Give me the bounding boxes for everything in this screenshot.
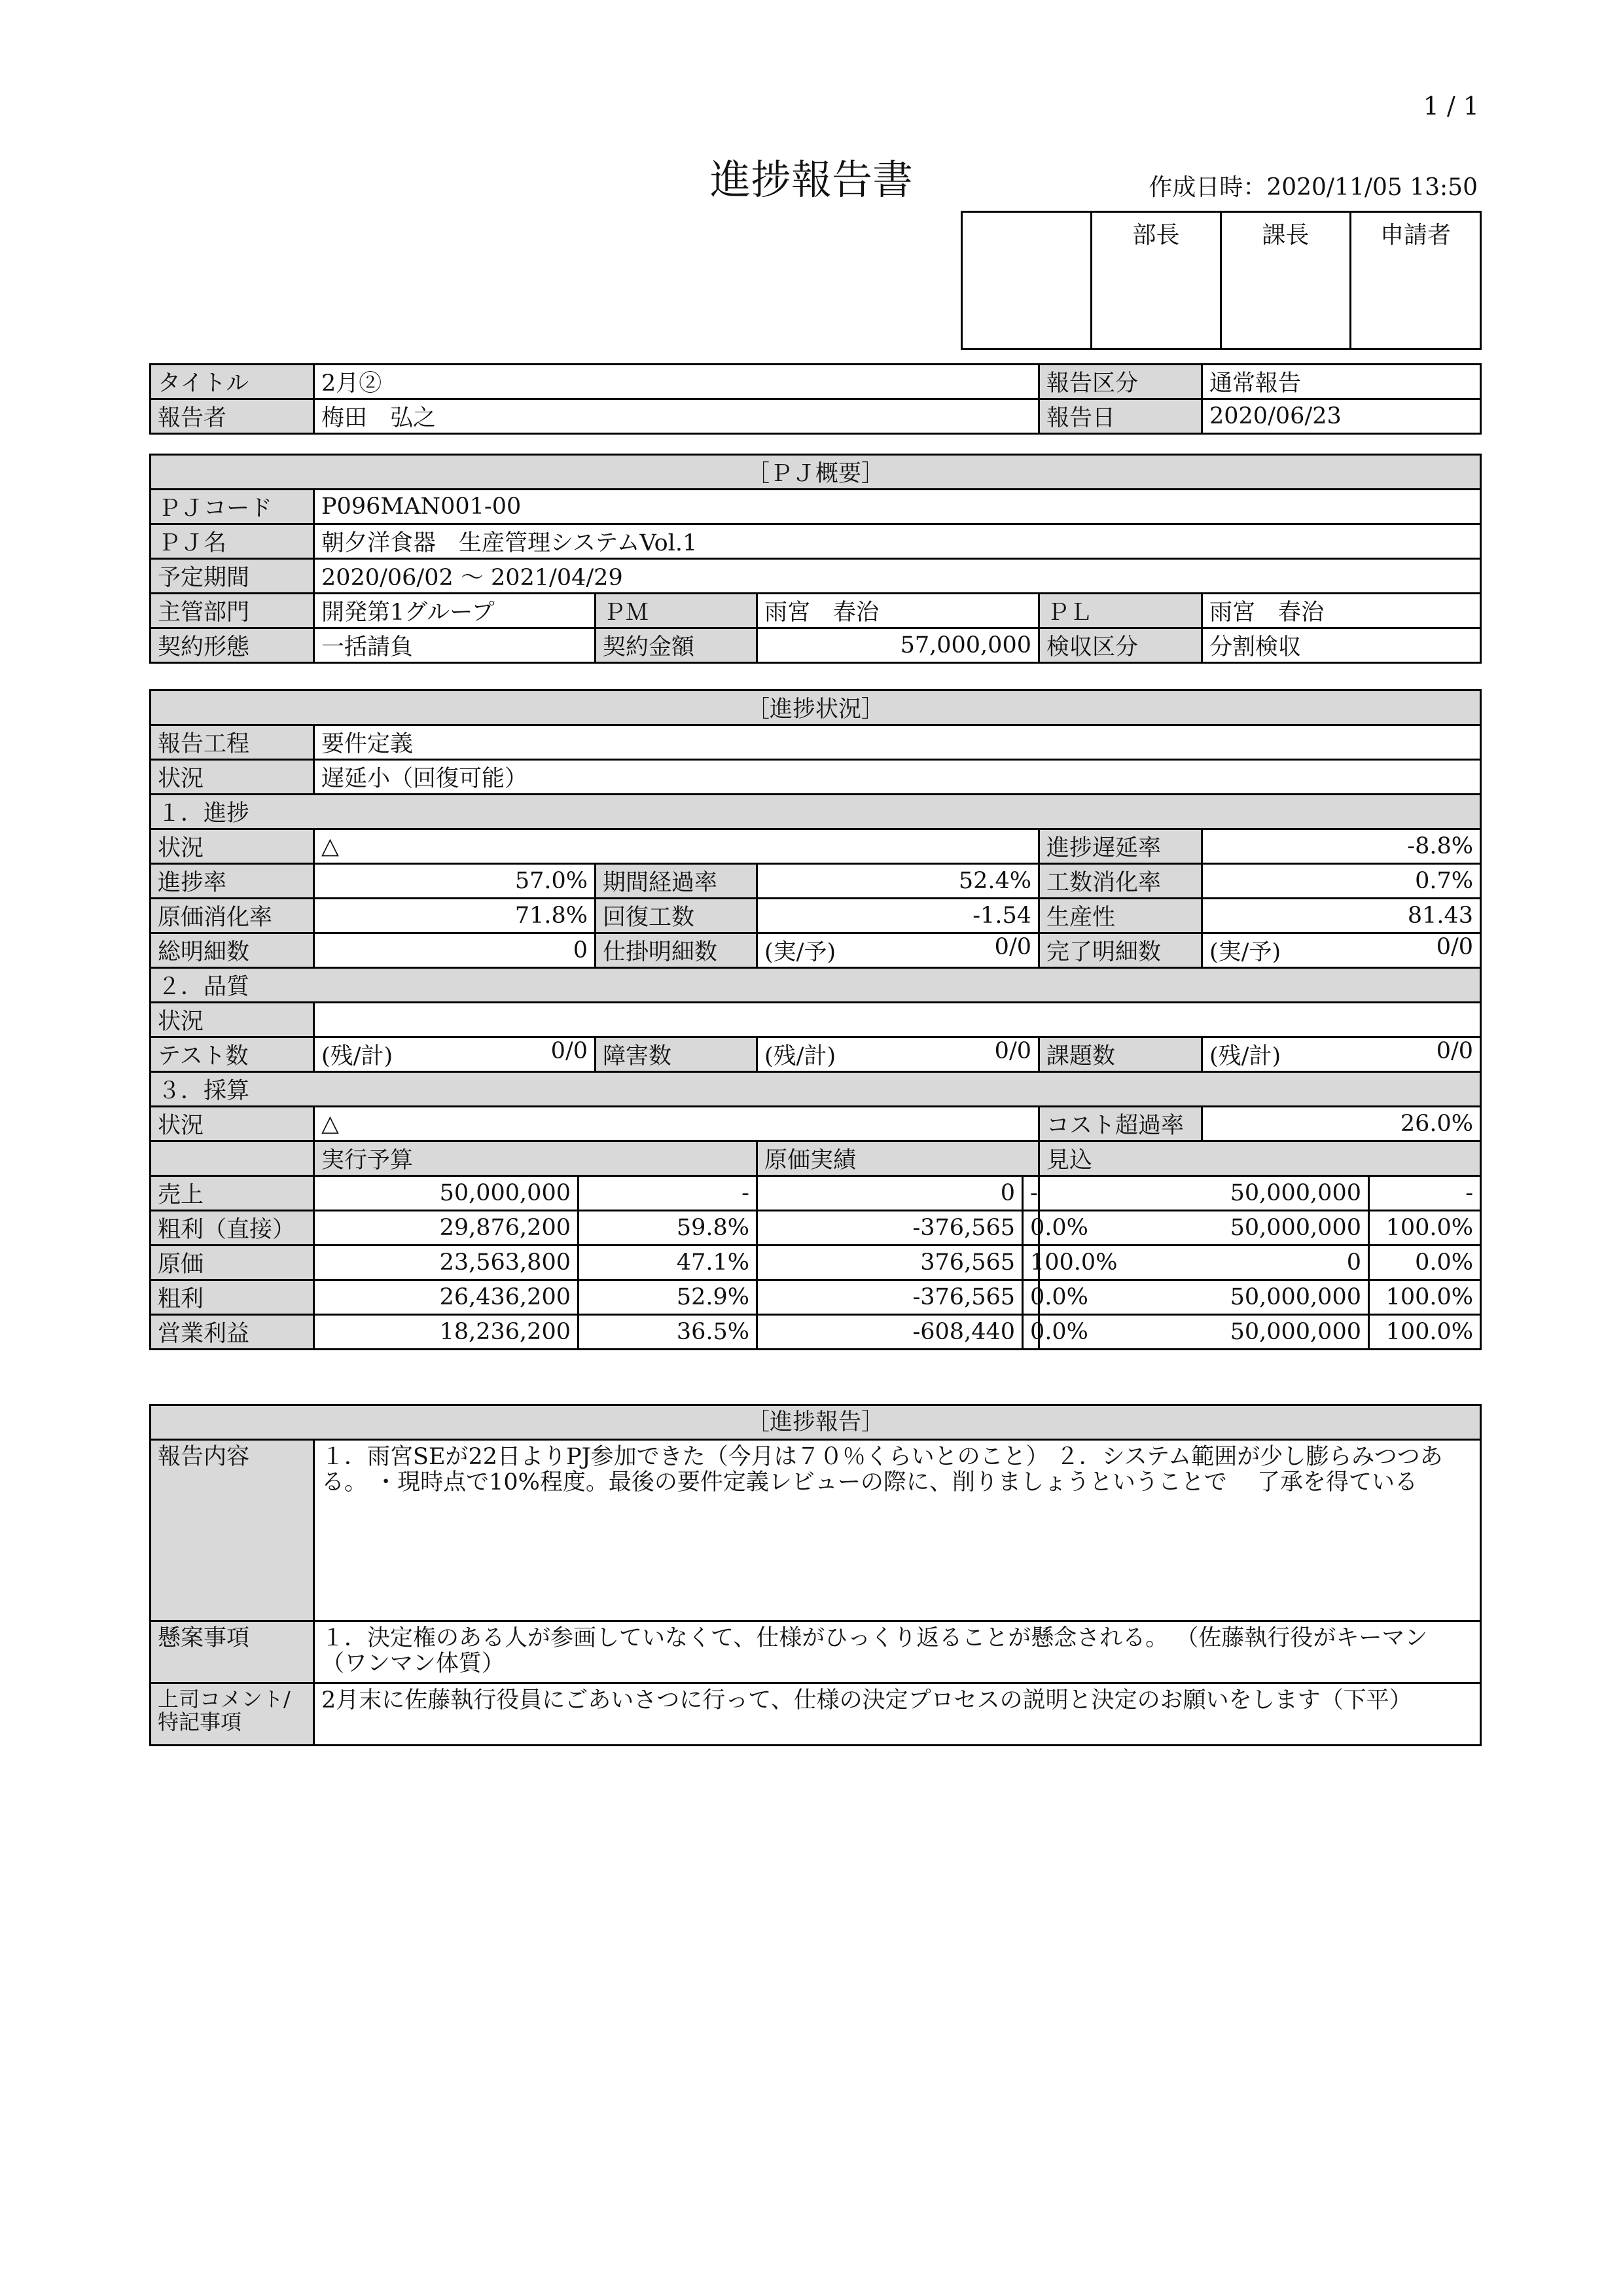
approval-manager: 部長: [1092, 212, 1221, 350]
elapsed-rate-value: 52.4%: [757, 864, 1039, 899]
pj-overview-table: [149, 454, 1482, 664]
budget-row-label: 粗利: [151, 1280, 314, 1315]
budget-actual-rate: 100.0%: [1023, 1246, 1039, 1280]
budget-forecast-amount: 50,000,000: [1039, 1315, 1369, 1350]
defects-cell: [757, 1037, 1039, 1072]
productivity-value: 81.43: [1202, 899, 1481, 933]
label-pm: ＰＭ: [596, 594, 757, 628]
label-supervisor-comment: 上司コメント/ 特記事項: [151, 1683, 314, 1746]
report-type-value: 通常報告: [1202, 365, 1481, 399]
budget-row: [151, 1246, 1481, 1280]
budget-plan-rate: 59.8%: [579, 1211, 757, 1246]
label-wip-items: 仕掛明細数: [596, 933, 757, 968]
budget-forecast-rate: 100.0%: [1369, 1211, 1481, 1246]
label-concerns: 懸案事項: [151, 1621, 314, 1683]
report-content-value: １．雨宮SEが22日よりPJ参加できた（今月は７０％くらいとのこと） ２．システム範囲が少し膨らみつつある。 ・現時点で10%程度。最後の要件定義レビューの際に、削りましょうということで 了承を得ている: [314, 1440, 1481, 1621]
wip-value: 0/0: [994, 934, 1031, 960]
defects-unit: (残/計): [764, 1043, 836, 1069]
pm-value: 雨宮 春治: [757, 594, 1039, 628]
label-defects: 障害数: [596, 1037, 757, 1072]
status-value: 遅延小（回復可能）: [314, 760, 1481, 795]
budget-forecast-amount: 50,000,000: [1039, 1211, 1369, 1246]
effort-rate-value: 0.7%: [1202, 864, 1481, 899]
budget-forecast-amount: 0: [1039, 1246, 1369, 1280]
budget-plan-rate: 36.5%: [579, 1315, 757, 1350]
budget-row: [151, 1211, 1481, 1246]
budget-actual-rate: 0.0%: [1023, 1315, 1039, 1350]
label-reporter: 報告者: [151, 399, 314, 434]
label-period: 予定期間: [151, 559, 314, 594]
label-profit-status: 状況: [151, 1107, 314, 1141]
pj-code-value: P096MAN001-00: [314, 490, 1481, 524]
subsection-profitability: ３．採算: [151, 1072, 1481, 1107]
reporter-value: 梅田 弘之: [314, 399, 1039, 434]
quality-status-value: [314, 1003, 1481, 1037]
pl-value: 雨宮 春治: [1202, 594, 1481, 628]
concerns-value: １．決定権のある人が参画していなくて、仕様がひっくり返ることが懸念される。 （佐藤執行役がキーマン（ワンマン体質）: [314, 1621, 1481, 1683]
recovery-value: -1.54: [757, 899, 1039, 933]
progress-report-table: [149, 1404, 1482, 1746]
report-section-header: ［進捗報告］: [151, 1405, 1481, 1440]
label-status: 状況: [151, 760, 314, 795]
budget-forecast-rate: -: [1369, 1176, 1481, 1211]
pj-name-value: 朝夕洋食器 生産管理システムVol.1: [314, 524, 1481, 559]
created-timestamp: 作成日時：2020/11/05 13:50: [1149, 174, 1478, 201]
budget-plan-rate: 52.9%: [579, 1280, 757, 1315]
budget-row-label: 原価: [151, 1246, 314, 1280]
label-phase: 報告工程: [151, 725, 314, 760]
budget-actual-amount: -376,565: [757, 1211, 1023, 1246]
budget-plan-amount: 23,563,800: [314, 1246, 579, 1280]
budget-actual-amount: 376,565: [757, 1246, 1023, 1280]
dept-value: 開発第1グループ: [314, 594, 596, 628]
approval-blank: [962, 212, 1092, 350]
cost-overrun-value: 26.0%: [1202, 1107, 1481, 1141]
contract-value: 一括請負: [314, 628, 596, 663]
label-contract: 契約形態: [151, 628, 314, 663]
budget-forecast-rate: 0.0%: [1369, 1246, 1481, 1280]
budget-actual-amount: -376,565: [757, 1280, 1023, 1315]
amount-value: 57,000,000: [757, 628, 1039, 663]
label-cost-rate: 原価消化率: [151, 899, 314, 933]
approval-applicant: 申請者: [1351, 212, 1481, 350]
budget-forecast-rate: 100.0%: [1369, 1280, 1481, 1315]
subsection-quality: ２．品質: [151, 968, 1481, 1003]
supervisor-comment-value: 2月末に佐藤執行役員にごあいさつに行って、仕様の決定プロセスの説明と決定のお願いをします（下平）: [314, 1683, 1481, 1746]
document-title: 進捗報告書: [709, 156, 913, 204]
progress-status-value: △: [314, 829, 1039, 864]
label-progress-rate: 進捗率: [151, 864, 314, 899]
progress-rate-value: 57.0%: [314, 864, 596, 899]
phase-value: 要件定義: [314, 725, 1481, 760]
acceptance-value: 分割検収: [1202, 628, 1481, 663]
budget-header-actual: 原価実績: [757, 1141, 1039, 1176]
header-info-table: [149, 363, 1482, 435]
approval-stamp-table: [961, 211, 1482, 350]
cost-rate-value: 71.8%: [314, 899, 596, 933]
label-done-items: 完了明細数: [1039, 933, 1202, 968]
label-tests: テスト数: [151, 1037, 314, 1072]
label-amount: 契約金額: [596, 628, 757, 663]
budget-header-forecast: 見込: [1039, 1141, 1481, 1176]
done-unit: (実/予): [1209, 939, 1281, 965]
label-issues: 課題数: [1039, 1037, 1202, 1072]
label-progress-status: 状況: [151, 829, 314, 864]
label-report-type: 報告区分: [1039, 365, 1202, 399]
delay-rate-value: -8.8%: [1202, 829, 1481, 864]
budget-row-label: 営業利益: [151, 1315, 314, 1350]
done-items-cell: [1202, 933, 1481, 968]
label-total-items: 総明細数: [151, 933, 314, 968]
subsection-progress: １．進捗: [151, 795, 1481, 829]
budget-row-label: 売上: [151, 1176, 314, 1211]
issues-cell: [1202, 1037, 1481, 1072]
budget-plan-amount: 29,876,200: [314, 1211, 579, 1246]
progress-section-header: ［進捗状況］: [151, 691, 1481, 725]
tests-unit: (残/計): [321, 1043, 393, 1069]
label-pj-code: ＰＪコード: [151, 490, 314, 524]
budget-actual-rate: 0.0%: [1023, 1280, 1039, 1315]
title-value: 2月②: [314, 365, 1039, 399]
label-pj-name: ＰＪ名: [151, 524, 314, 559]
wip-items-cell: [757, 933, 1039, 968]
budget-row: [151, 1280, 1481, 1315]
label-quality-status: 状況: [151, 1003, 314, 1037]
issues-unit: (残/計): [1209, 1043, 1281, 1069]
budget-plan-amount: 18,236,200: [314, 1315, 579, 1350]
budget-forecast-amount: 50,000,000: [1039, 1176, 1369, 1211]
budget-header-blank: [151, 1141, 314, 1176]
budget-plan-rate: 47.1%: [579, 1246, 757, 1280]
budget-actual-rate: 0.0%: [1023, 1211, 1039, 1246]
budget-plan-rate: -: [579, 1176, 757, 1211]
issues-value: 0/0: [1436, 1038, 1474, 1064]
total-items-value: 0: [314, 933, 596, 968]
budget-actual-amount: -608,440: [757, 1315, 1023, 1350]
profit-status-value: △: [314, 1107, 1039, 1141]
approval-section-chief: 課長: [1221, 212, 1351, 350]
budget-row: [151, 1176, 1481, 1211]
label-report-content: 報告内容: [151, 1440, 314, 1621]
done-value: 0/0: [1436, 934, 1474, 960]
label-dept: 主管部門: [151, 594, 314, 628]
defects-value: 0/0: [994, 1038, 1031, 1064]
label-pl: ＰＬ: [1039, 594, 1202, 628]
budget-row: [151, 1315, 1481, 1350]
label-effort-rate: 工数消化率: [1039, 864, 1202, 899]
label-report-date: 報告日: [1039, 399, 1202, 434]
budget-plan-amount: 26,436,200: [314, 1280, 579, 1315]
label-delay-rate: 進捗遅延率: [1039, 829, 1202, 864]
budget-header-plan: 実行予算: [314, 1141, 757, 1176]
wip-unit: (実/予): [764, 939, 836, 965]
budget-actual-rate: -: [1023, 1176, 1039, 1211]
report-date-value: 2020/06/23: [1202, 399, 1481, 434]
label-cost-overrun: コスト超過率: [1039, 1107, 1202, 1141]
label-title: タイトル: [151, 365, 314, 399]
budget-actual-amount: 0: [757, 1176, 1023, 1211]
label-acceptance: 検収区分: [1039, 628, 1202, 663]
page-number: 1 / 1: [1423, 92, 1479, 120]
progress-status-table: [149, 689, 1482, 1350]
tests-value: 0/0: [550, 1038, 588, 1064]
label-elapsed-rate: 期間経過率: [596, 864, 757, 899]
budget-forecast-amount: 50,000,000: [1039, 1280, 1369, 1315]
label-recovery: 回復工数: [596, 899, 757, 933]
pj-section-header: ［ＰＪ概要］: [151, 455, 1481, 490]
budget-forecast-rate: 100.0%: [1369, 1315, 1481, 1350]
tests-cell: [314, 1037, 596, 1072]
label-productivity: 生産性: [1039, 899, 1202, 933]
budget-row-label: 粗利（直接）: [151, 1211, 314, 1246]
budget-plan-amount: 50,000,000: [314, 1176, 579, 1211]
period-value: 2020/06/02 ～ 2021/04/29: [314, 559, 1481, 594]
